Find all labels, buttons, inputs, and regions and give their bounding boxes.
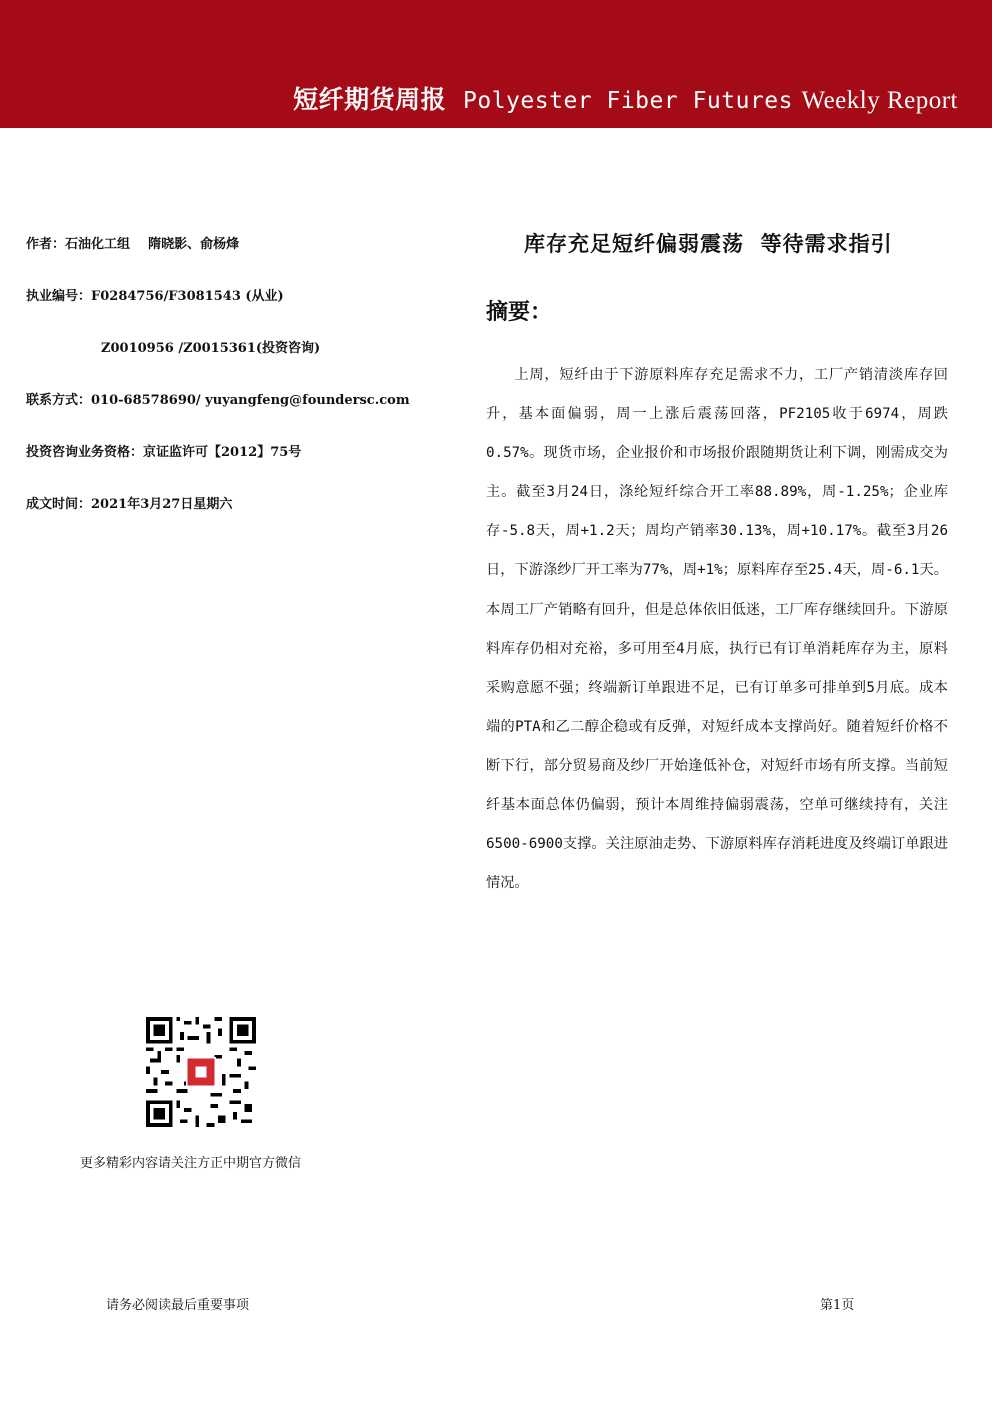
author-label: 作者： <box>26 237 66 252</box>
date-label: 成文时间： <box>26 497 92 512</box>
header-title-en: Polyester Fiber Futures <box>463 88 794 114</box>
qr-caption: 更多精彩内容请关注方正中期官方微信 <box>80 1156 302 1171</box>
qualification-value: 京证监许可【2012】75号 <box>143 445 302 460</box>
license-value: F0284756/F3081543 (从业) <box>91 289 284 304</box>
header-title-cn: 短纤期货周报 <box>293 85 447 114</box>
header-title-en-suffix: Weekly Report <box>801 87 958 114</box>
qr-code-icon <box>146 1017 256 1127</box>
license-line <box>26 285 284 304</box>
contact-value: 010-68578690/ yuyangfeng@foundersc.com <box>91 393 410 408</box>
summary-paragraph: 上周，短纤由于下游原料库存充足需求不力，工厂产销清淡库存回升，基本面偏弱，周一上涨后震荡回落，PF2105收于6974，周跌0.57%。现货市场，企业报价和市场报价跟随期货让利下调，刚需成交为主。截至3月24日，涤纶短纤综合开工率88.89%，周-1.25%；企业库存-5.8天，周+1.2天；周均产销率30.13%，周+10.17%。截至3月26日，下游涤纱厂开工率为77%，周+1%；原料库存至25.4天，周-6.1天。本周工厂产销略有回升，但是总体依旧低迷，工厂库存继续回升。下游原料库存仍相对充裕，多可用至4月底，执行已有订单消耗库存为主，原料采购意愿不强；终端新订单跟进不足，已有订单多可排单到5月底。成本端的PTA和乙二醇企稳或有反弹，对短纤成本支撑尚好。随着短纤价格不断下行，部分贸易商及纱厂开始逢低补仓，对短纤市场有所支撑。当前短纤基本面总体仍偏弱，预计本周维持偏弱震荡，空单可继续持有，关注6500-6900支撑。关注原油走势、下游原料库存消耗进度及终端订单跟进情况。 <box>486 367 948 892</box>
license-label: 执业编号： <box>26 289 92 304</box>
date-value: 2021年3月27日星期六 <box>91 497 233 512</box>
footer-notice: 请务必阅读最后重要事项 <box>106 1298 250 1313</box>
date-line <box>26 493 232 512</box>
report-header-title <box>293 80 958 116</box>
author-value: 石油化工组 隋晓影、俞杨烽 <box>65 237 240 252</box>
qualification-line <box>26 441 301 460</box>
report-title: 库存充足短纤偏弱震荡 等待需求指引 <box>524 232 893 256</box>
summary-heading: 摘要： <box>486 300 553 325</box>
license-value-2: Z0010956 /Z0015361(投资咨询) <box>101 341 321 356</box>
page-number: 第1页 <box>820 1298 855 1313</box>
author-line <box>26 233 239 252</box>
license-line-2 <box>101 337 320 356</box>
qualification-label: 投资咨询业务资格： <box>26 445 144 460</box>
contact-label: 联系方式： <box>26 393 92 408</box>
contact-line <box>26 389 410 408</box>
